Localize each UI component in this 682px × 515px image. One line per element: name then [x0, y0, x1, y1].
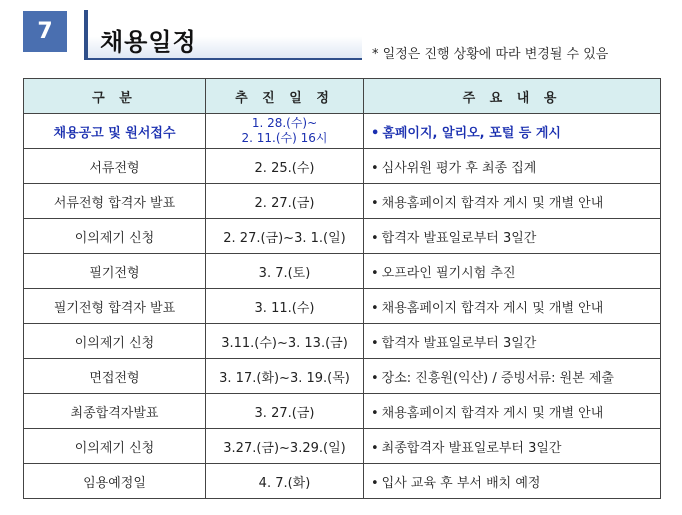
table-row — [24, 219, 661, 254]
row-date: 3. 17.(화)~3. 19.(목) — [206, 359, 364, 394]
bullet: • — [371, 440, 379, 456]
row-content-text: 채용홈페이지 합격자 게시 및 개별 안내 — [381, 405, 604, 421]
row-date: 3.11.(수)~3. 13.(금) — [206, 324, 364, 359]
row-name: 이의제기 신청 — [24, 219, 206, 254]
title-accent-bar — [84, 10, 88, 58]
bullet: • — [371, 405, 379, 421]
table-row — [24, 114, 661, 149]
row-content — [364, 149, 661, 184]
section-title: 채용일정 — [100, 28, 197, 56]
bullet: • — [371, 335, 379, 351]
bullet: • — [371, 370, 379, 386]
table-row — [24, 324, 661, 359]
row-content-text: 합격자 발표일로부터 3일간 — [381, 335, 537, 351]
table-row — [24, 394, 661, 429]
section-title-box — [84, 10, 362, 60]
row-content — [364, 429, 661, 464]
table-row — [24, 359, 661, 394]
row-content — [364, 394, 661, 429]
row-content-text: 입사 교육 후 부서 배치 예정 — [381, 475, 541, 491]
section-number-badge: 7 — [23, 11, 67, 52]
row-content — [364, 184, 661, 219]
table-row — [24, 149, 661, 184]
row-name: 이의제기 신청 — [24, 324, 206, 359]
row-content — [364, 464, 661, 499]
row-date: 2. 27.(금) — [206, 184, 364, 219]
table-header-row — [24, 79, 661, 114]
row-name: 최종합격자발표 — [24, 394, 206, 429]
row-name: 임용예정일 — [24, 464, 206, 499]
row-name: 서류전형 — [24, 149, 206, 184]
row-content-text: 홈페이지, 알리오, 포털 등 게시 — [382, 125, 561, 141]
row-name: 서류전형 합격자 발표 — [24, 184, 206, 219]
row-content-text: 채용홈페이지 합격자 게시 및 개별 안내 — [381, 195, 604, 211]
row-name: 채용공고 및 원서접수 — [24, 114, 206, 149]
row-date: 3. 27.(금) — [206, 394, 364, 429]
schedule-table — [23, 78, 661, 499]
row-content — [364, 359, 661, 394]
header-schedule: 추 진 일 정 — [206, 79, 364, 114]
row-date: 4. 7.(화) — [206, 464, 364, 499]
row-name: 필기전형 합격자 발표 — [24, 289, 206, 324]
row-date — [206, 114, 364, 149]
bullet: • — [371, 230, 379, 246]
row-date: 2. 27.(금)~3. 1.(일) — [206, 219, 364, 254]
bullet: • — [371, 195, 379, 211]
row-content — [364, 219, 661, 254]
row-date: 2. 25.(수) — [206, 149, 364, 184]
header-category: 구 분 — [24, 79, 206, 114]
row-date: 3. 11.(수) — [206, 289, 364, 324]
row-date-line2: 2. 11.(수) 16시 — [241, 131, 328, 145]
row-name: 면접전형 — [24, 359, 206, 394]
bullet: • — [371, 475, 379, 491]
schedule-note: * 일정은 진행 상황에 따라 변경될 수 있음 — [372, 47, 609, 62]
row-content-text: 합격자 발표일로부터 3일간 — [381, 230, 537, 246]
bullet: • — [371, 265, 379, 281]
row-content — [364, 289, 661, 324]
row-content-text: 심사위원 평가 후 최종 집계 — [381, 160, 537, 176]
row-content-text: 최종합격자 발표일로부터 3일간 — [381, 440, 562, 456]
bullet: • — [371, 160, 379, 176]
bullet: • — [371, 300, 379, 316]
row-name: 필기전형 — [24, 254, 206, 289]
row-content — [364, 254, 661, 289]
row-date: 3.27.(금)~3.29.(일) — [206, 429, 364, 464]
row-name: 이의제기 신청 — [24, 429, 206, 464]
row-content-text: 장소: 진흥원(익산) / 증빙서류: 원본 제출 — [381, 370, 614, 386]
table-row — [24, 464, 661, 499]
table-row — [24, 254, 661, 289]
bullet: • — [371, 125, 380, 141]
header-content: 주 요 내 용 — [364, 79, 661, 114]
row-content-text: 채용홈페이지 합격자 게시 및 개별 안내 — [381, 300, 604, 316]
table-row — [24, 429, 661, 464]
row-content-text: 오프라인 필기시험 추진 — [381, 265, 516, 281]
row-date-line1: 1. 28.(수)~ — [251, 116, 318, 130]
table-row — [24, 184, 661, 219]
row-content — [364, 114, 661, 149]
row-content — [364, 324, 661, 359]
table-row — [24, 289, 661, 324]
row-date: 3. 7.(토) — [206, 254, 364, 289]
